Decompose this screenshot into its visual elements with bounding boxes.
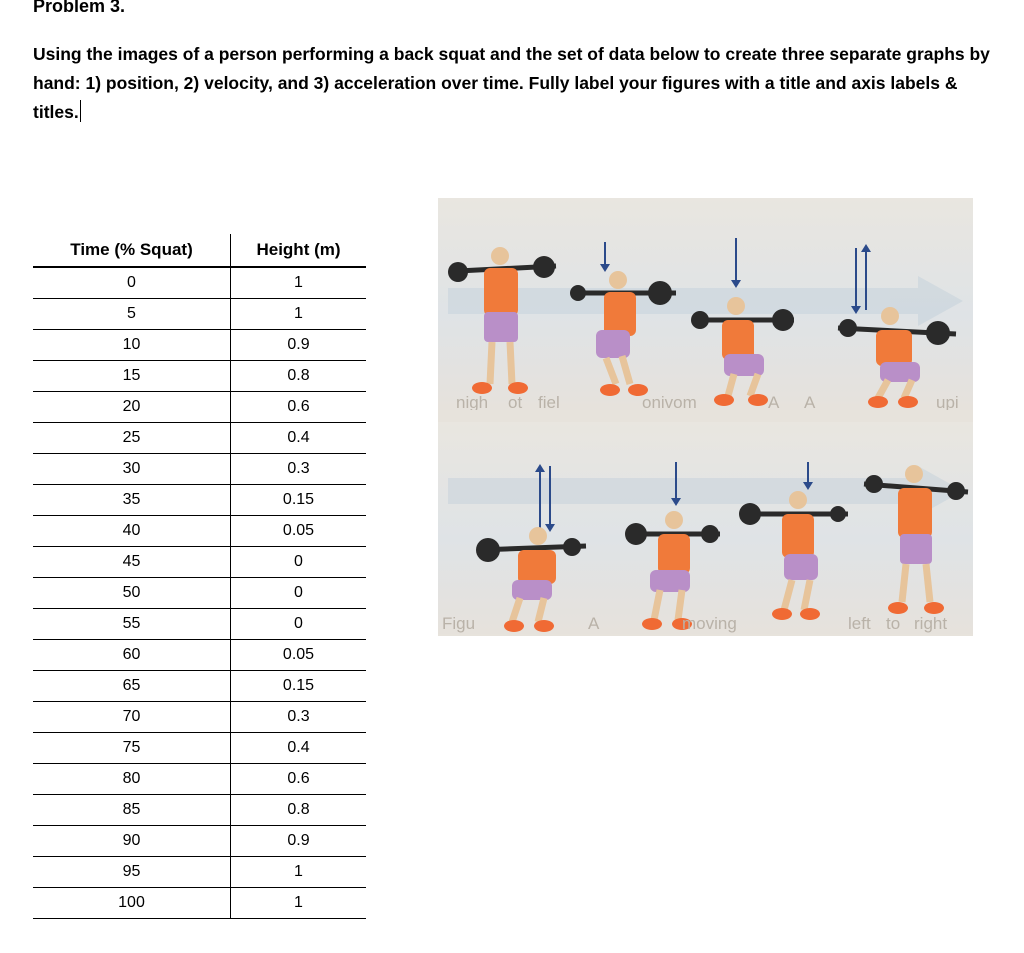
table-row <box>33 888 366 919</box>
table-row <box>33 361 366 392</box>
table-row <box>33 702 366 733</box>
height-cell: 0.3 <box>231 702 367 733</box>
table-row <box>33 516 366 547</box>
table-row <box>33 423 366 454</box>
height-cell: 0.15 <box>231 671 367 702</box>
table-row <box>33 454 366 485</box>
time-cell: 60 <box>33 640 231 671</box>
caption-fragment: nigh <box>456 393 489 410</box>
table-row <box>33 578 366 609</box>
table-row <box>33 485 366 516</box>
height-cell: 0 <box>231 578 367 609</box>
table-header-row <box>33 234 366 267</box>
caption-fragment: A <box>588 614 600 633</box>
time-cell: 80 <box>33 764 231 795</box>
time-cell: 85 <box>33 795 231 826</box>
height-cell: 0 <box>231 547 367 578</box>
height-cell: 1 <box>231 888 367 919</box>
problem-title: Problem 3. <box>33 0 126 16</box>
lifter-figure-standing <box>448 247 556 394</box>
time-cell: 20 <box>33 392 231 423</box>
height-cell: 0.8 <box>231 361 367 392</box>
time-cell: 75 <box>33 733 231 764</box>
time-cell: 95 <box>33 857 231 888</box>
squat-ascent-illustration <box>438 422 973 634</box>
table-row <box>33 795 366 826</box>
table-row <box>33 764 366 795</box>
height-cell: 0.3 <box>231 454 367 485</box>
table-row <box>33 640 366 671</box>
squat-ascent-panel <box>438 422 973 634</box>
lifter-figure-full-squat <box>476 527 586 632</box>
lifter-figure-quarter-squat <box>739 491 848 620</box>
caption-fragment: to <box>886 614 901 633</box>
height-cell: 0.8 <box>231 795 367 826</box>
squat-figure <box>438 198 973 636</box>
table-row <box>33 267 366 299</box>
height-cell: 0.05 <box>231 516 367 547</box>
time-cell: 35 <box>33 485 231 516</box>
time-cell: 10 <box>33 330 231 361</box>
table-row <box>33 733 366 764</box>
time-cell: 50 <box>33 578 231 609</box>
height-cell: 1 <box>231 299 367 330</box>
time-cell: 25 <box>33 423 231 454</box>
time-cell: 15 <box>33 361 231 392</box>
background-arrow <box>448 466 963 516</box>
table-body <box>33 267 366 919</box>
table-row <box>33 330 366 361</box>
height-cell: 0.6 <box>231 392 367 423</box>
time-cell: 45 <box>33 547 231 578</box>
caption-fragment: onivom <box>642 393 697 410</box>
squat-descent-illustration <box>438 198 973 410</box>
time-cell: 70 <box>33 702 231 733</box>
table-row <box>33 671 366 702</box>
squat-descent-panel <box>438 198 973 410</box>
table-row <box>33 857 366 888</box>
height-cell: 0.9 <box>231 330 367 361</box>
time-cell: 100 <box>33 888 231 919</box>
caption-fragment: left <box>848 614 871 633</box>
height-cell: 0.9 <box>231 826 367 857</box>
height-cell: 0.4 <box>231 423 367 454</box>
caption-fragment: right <box>914 614 948 633</box>
caption-fragment: fiel <box>538 393 560 410</box>
table-row <box>33 392 366 423</box>
lifter-figure-half-squat <box>625 511 720 630</box>
height-cell: 0 <box>231 609 367 640</box>
table-row <box>33 826 366 857</box>
time-cell: 30 <box>33 454 231 485</box>
table-row <box>33 609 366 640</box>
caption-fragment: moving <box>682 614 737 633</box>
text-cursor <box>80 100 81 122</box>
problem-instructions <box>33 40 993 127</box>
table-row <box>33 299 366 330</box>
height-cell: 0.6 <box>231 764 367 795</box>
height-cell: 0.15 <box>231 485 367 516</box>
time-cell: 65 <box>33 671 231 702</box>
table-row <box>33 547 366 578</box>
lifter-figure-standing <box>864 465 968 614</box>
caption-fragment: A <box>768 393 780 410</box>
time-cell: 0 <box>33 267 231 299</box>
column-header-time: Time (% Squat) <box>33 234 231 267</box>
time-cell: 40 <box>33 516 231 547</box>
caption-fragment: Figu <box>442 614 476 633</box>
height-cell: 1 <box>231 267 367 299</box>
caption-fragment: ot <box>508 393 523 410</box>
instructions-text: Using the images of a person performing a back squat and the set of data below to create three separate graphs by hand: 1) position, 2) velocity, and 3) acceleration over time. Fully label your figures with a title and axis labels & titles. <box>33 44 990 122</box>
height-cell: 0.05 <box>231 640 367 671</box>
column-header-height: Height (m) <box>231 234 367 267</box>
caption-fragment: A <box>804 393 816 410</box>
time-cell: 90 <box>33 826 231 857</box>
height-cell: 1 <box>231 857 367 888</box>
time-cell: 55 <box>33 609 231 640</box>
time-cell: 5 <box>33 299 231 330</box>
height-cell: 0.4 <box>231 733 367 764</box>
caption-fragment: upi <box>936 393 959 410</box>
squat-data-table <box>33 234 366 919</box>
